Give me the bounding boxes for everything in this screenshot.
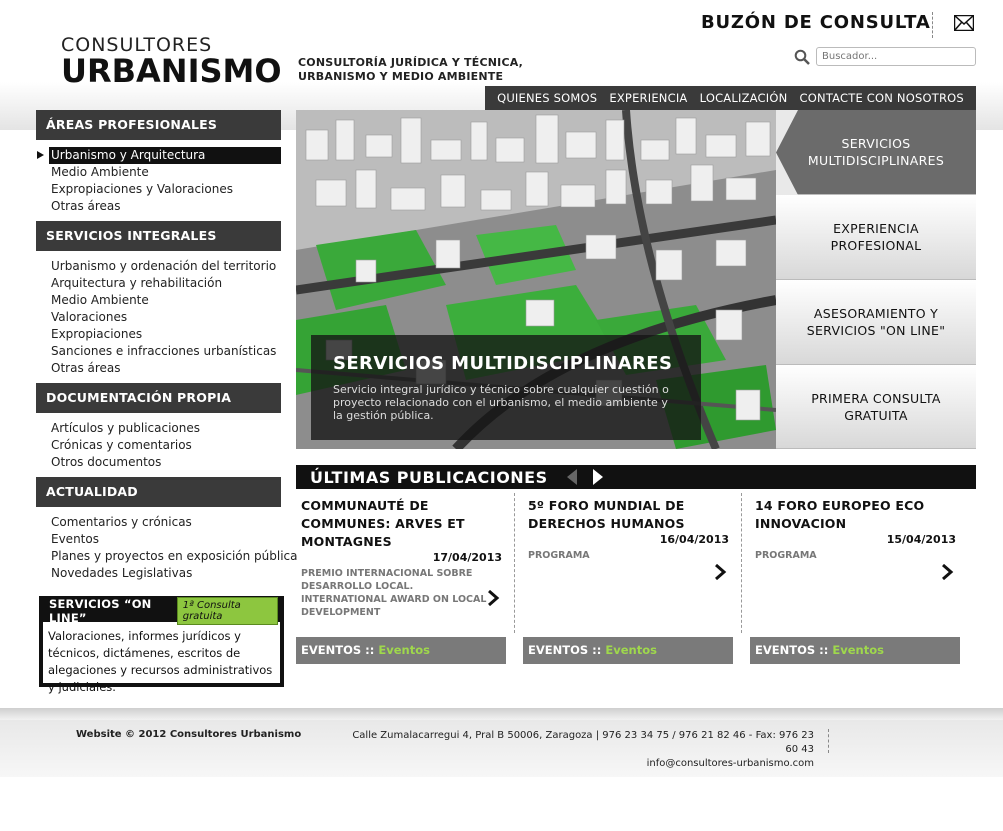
footer-address-line: Calle Zumalacarregui 4, Pral B 50006, Zaragoza | 976 23 34 75 / 976 21 82 46 - Fax: 976 23 60 43 bbox=[352, 730, 814, 755]
publication-title[interactable]: 14 FORO EUROPEO ECO INNOVACION bbox=[755, 498, 925, 531]
logo-bottom-text: URBANISMO bbox=[61, 52, 282, 90]
hero-tab-line2: MULTIDISCIPLINARES bbox=[807, 153, 945, 168]
card-divider bbox=[514, 493, 515, 633]
publication-card[interactable] bbox=[523, 493, 733, 664]
publication-category-link[interactable]: Eventos bbox=[832, 643, 884, 657]
hero-tab-label bbox=[807, 305, 946, 339]
publication-card[interactable] bbox=[296, 493, 506, 664]
buzon-link[interactable]: BUZÓN DE CONSULTA bbox=[701, 12, 931, 33]
publication-date: 16/04/2013 bbox=[659, 533, 729, 546]
card-divider bbox=[741, 493, 742, 633]
chevron-right-icon[interactable] bbox=[940, 564, 954, 580]
sidebar-item-eventos[interactable]: Eventos bbox=[51, 532, 99, 546]
free-consultation-badge[interactable]: 1ª Consulta gratuita bbox=[177, 597, 278, 625]
site-logo[interactable] bbox=[61, 34, 282, 90]
online-services-title: SERVICIOS “ON LINE” bbox=[49, 597, 152, 625]
arrow-right-icon[interactable] bbox=[590, 468, 606, 486]
hero-tab-label bbox=[831, 220, 922, 254]
sidebar-item-otras-areas-2[interactable]: Otras áreas bbox=[51, 361, 121, 375]
nav-experiencia[interactable]: EXPERIENCIA bbox=[609, 91, 688, 105]
sidebar-item-expropiaciones[interactable]: Expropiaciones bbox=[51, 327, 143, 341]
online-services-text: Valoraciones, informes jurídicos y técnicos, dictámenes, escritos de alegaciones y recursos administrativos y judiciales. bbox=[48, 629, 273, 694]
sidebar-heading-documentacion: DOCUMENTACIÓN PROPIA bbox=[36, 383, 281, 413]
hero-tab-line1: EXPERIENCIA bbox=[833, 221, 919, 236]
sidebar bbox=[36, 110, 298, 588]
footer-divider bbox=[0, 708, 1003, 720]
sidebar-item-comentarios[interactable]: Comentarios y crónicas bbox=[51, 515, 192, 529]
publication-title[interactable]: COMMUNAUTÉ DE COMMUNES: ARVES ET MONTAGNES bbox=[301, 498, 465, 549]
publication-description: PREMIO INTERNACIONAL SOBRE DESARROLLO LOCAL. INTERNATIONAL AWARD ON LOCAL DEVELOPMENT bbox=[301, 568, 487, 618]
sidebar-list-areas bbox=[36, 140, 281, 221]
sidebar-item-ordenacion-territorio[interactable]: Urbanismo y ordenación del territorio bbox=[51, 259, 277, 273]
mail-icon[interactable] bbox=[954, 15, 974, 31]
tagline-line1: CONSULTORÍA JURÍDICA Y TÉCNICA, bbox=[298, 56, 524, 69]
publication-footer bbox=[296, 637, 506, 664]
nav-localizacion[interactable]: LOCALIZACIÓN bbox=[699, 91, 788, 105]
header-separator bbox=[932, 12, 933, 38]
publication-foot-label: EVENTOS :: bbox=[528, 643, 606, 657]
sidebar-heading-actualidad: ACTUALIDAD bbox=[36, 477, 281, 507]
hero-tab-line1: ASESORAMIENTO Y bbox=[813, 306, 939, 321]
sidebar-item-novedades[interactable]: Novedades Legislativas bbox=[51, 566, 193, 580]
hero-tab-line1: SERVICIOS bbox=[841, 136, 911, 151]
hero-tab-line1: PRIMERA CONSULTA bbox=[811, 390, 941, 406]
tab-pointer-icon bbox=[776, 110, 806, 195]
hero-tabs bbox=[776, 110, 976, 449]
sidebar-list-actualidad bbox=[36, 507, 298, 588]
publication-category-link[interactable]: Eventos bbox=[605, 643, 657, 657]
publications-title: ÚLTIMAS PUBLICACIONES bbox=[310, 467, 548, 487]
sidebar-list-servicios bbox=[36, 251, 281, 383]
sidebar-item-arquitectura-rehabilitacion[interactable]: Arquitectura y rehabilitación bbox=[51, 276, 223, 290]
sidebar-item-otras-areas[interactable]: Otras áreas bbox=[51, 199, 121, 213]
hero-tab-experiencia[interactable] bbox=[776, 195, 976, 280]
publications-bar bbox=[296, 465, 976, 489]
hero-caption-text: Servicio integral jurídico y técnico sobre cualquier cuestión o proyecto relacionado con el urbanismo, el medio ambiente y la gestión pública. bbox=[333, 383, 669, 422]
footer-separator bbox=[828, 729, 829, 753]
publication-category-link[interactable]: Eventos bbox=[378, 643, 430, 657]
sidebar-item-planes-proyectos[interactable]: Planes y proyectos en exposición pública bbox=[51, 549, 298, 563]
sidebar-item-sanciones[interactable]: Sanciones e infracciones urbanísticas bbox=[51, 344, 277, 358]
hero-tab-line2: GRATUITA bbox=[844, 407, 908, 423]
publication-foot-label: EVENTOS :: bbox=[301, 643, 379, 657]
publication-description: PROGRAMA bbox=[528, 550, 590, 561]
hero-tab-label bbox=[808, 135, 944, 169]
top-navigation bbox=[485, 86, 976, 110]
hero-tab-asesoramiento[interactable] bbox=[776, 280, 976, 365]
publication-foot-label: EVENTOS :: bbox=[755, 643, 833, 657]
search-icon[interactable] bbox=[794, 49, 810, 65]
sidebar-item-articulos[interactable]: Artículos y publicaciones bbox=[51, 421, 201, 435]
sidebar-item-expropiaciones-valoraciones[interactable]: Expropiaciones y Valoraciones bbox=[51, 182, 233, 196]
arrow-left-icon[interactable] bbox=[564, 468, 580, 486]
online-services-box[interactable] bbox=[39, 596, 284, 694]
sidebar-list-documentacion bbox=[36, 413, 281, 477]
footer-address bbox=[346, 729, 814, 771]
hero-tab-line2: PROFESIONAL bbox=[830, 238, 922, 253]
chevron-right-icon[interactable] bbox=[713, 564, 727, 580]
publication-card[interactable] bbox=[750, 493, 960, 664]
publication-footer bbox=[750, 637, 960, 664]
publication-date: 15/04/2013 bbox=[886, 533, 956, 546]
footer-copyright: Website © 2012 Consultores Urbanismo bbox=[76, 729, 302, 740]
online-services-header bbox=[43, 597, 280, 625]
site-tagline bbox=[298, 56, 523, 84]
footer-email-link[interactable]: info@consultores-urbanismo.com bbox=[646, 758, 814, 769]
sidebar-heading-areas: ÁREAS PROFESIONALES bbox=[36, 110, 281, 140]
nav-quienes-somos[interactable]: QUIENES SOMOS bbox=[497, 91, 598, 105]
hero-tab-servicios[interactable] bbox=[776, 110, 976, 195]
hero-tab-label bbox=[811, 390, 941, 424]
sidebar-item-medio-ambiente[interactable]: Medio Ambiente bbox=[51, 165, 149, 179]
tagline-line2: URBANISMO Y MEDIO AMBIENTE bbox=[298, 70, 504, 83]
hero-caption bbox=[311, 335, 701, 440]
search-input[interactable] bbox=[816, 47, 976, 66]
sidebar-item-medio-ambiente-2[interactable]: Medio Ambiente bbox=[51, 293, 149, 307]
nav-contacte[interactable]: CONTACTE CON NOSOTROS bbox=[799, 91, 964, 105]
hero-caption-title: SERVICIOS MULTIDISCIPLINARES bbox=[333, 353, 673, 374]
logo-top-text: CONSULTORES bbox=[61, 34, 213, 56]
sidebar-item-cronicas[interactable]: Crónicas y comentarios bbox=[51, 438, 192, 452]
publication-date: 17/04/2013 bbox=[432, 551, 502, 564]
publication-description: PROGRAMA bbox=[755, 550, 817, 561]
sidebar-item-urbanismo-arquitectura[interactable]: Urbanismo y Arquitectura bbox=[49, 147, 281, 164]
sidebar-heading-servicios: SERVICIOS INTEGRALES bbox=[36, 221, 281, 251]
sidebar-item-valoraciones[interactable]: Valoraciones bbox=[51, 310, 128, 324]
publication-footer bbox=[523, 637, 733, 664]
publication-title[interactable]: 5º FORO MUNDIAL DE DERECHOS HUMANOS bbox=[528, 498, 685, 531]
hero-tab-line2: SERVICIOS "ON LINE" bbox=[806, 323, 946, 338]
hero-tab-primera-consulta[interactable] bbox=[776, 365, 976, 449]
sidebar-item-otros-documentos[interactable]: Otros documentos bbox=[51, 455, 162, 469]
chevron-right-icon[interactable] bbox=[486, 590, 500, 606]
